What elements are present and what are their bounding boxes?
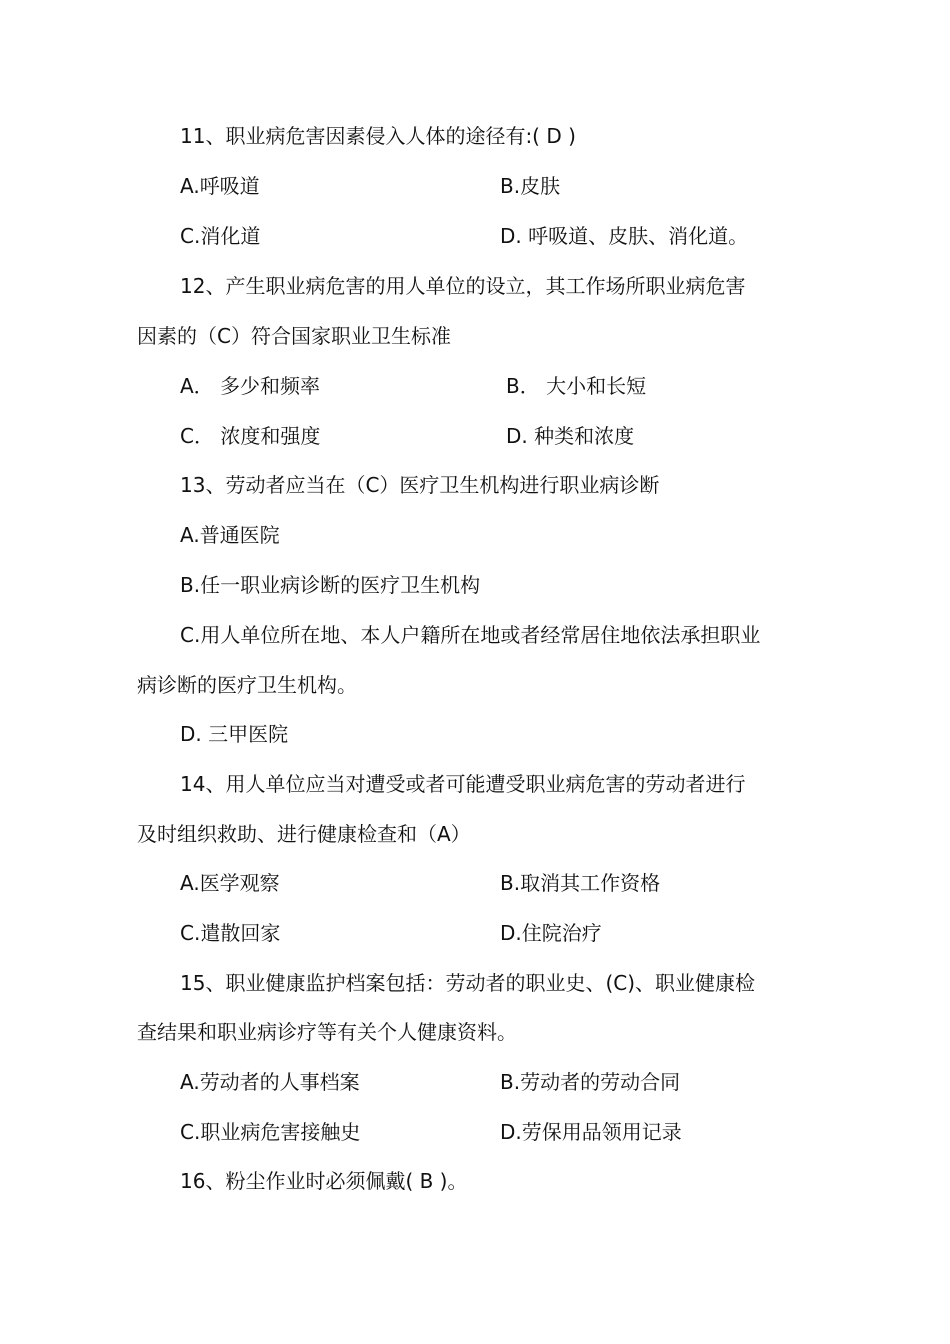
options-row (0, 1112, 950, 1152)
option-c: C.遣散回家 (180, 921, 281, 945)
option-row (0, 515, 950, 555)
option-d: D.劳保用品领用记录 (500, 1120, 682, 1144)
options-row (0, 1062, 950, 1102)
question-stem-line2: 因素的（C）符合国家职业卫生标准 (137, 324, 451, 348)
option-d: D.住院治疗 (500, 921, 602, 945)
option-a: A.普通医院 (180, 523, 280, 547)
question-stem: 11、职业病危害因素侵入人体的途径有:( D ) (180, 124, 576, 148)
option-b: B． 大小和长短 (506, 374, 647, 398)
question-12-cont (0, 316, 950, 356)
question-11 (0, 116, 950, 156)
question-stem-line2: 及时组织救助、进行健康检查和（A） (137, 822, 471, 846)
option-d: D. 种类和浓度 (506, 424, 635, 448)
options-row (0, 166, 950, 206)
question-12 (0, 266, 950, 306)
option-row (0, 714, 950, 754)
option-d: D. 三甲医院 (180, 722, 289, 746)
question-stem: 16、粉尘作业时必须佩戴( B )。 (180, 1169, 468, 1193)
option-c: C． 浓度和强度 (180, 424, 321, 448)
question-stem-line1: 14、用人单位应当对遭受或者可能遭受职业病危害的劳动者进行 (180, 772, 746, 796)
option-b: B.皮肤 (500, 174, 561, 198)
option-c: C.用人单位所在地、本人户籍所在地或者经常居住地依法承担职业 (180, 623, 761, 647)
option-c: C.职业病危害接触史 (180, 1120, 361, 1144)
option-b: B.任一职业病诊断的医疗卫生机构 (180, 573, 481, 597)
question-13 (0, 465, 950, 505)
option-a: A.医学观察 (180, 871, 280, 895)
option-b: B.取消其工作资格 (500, 871, 661, 895)
question-stem: 13、劳动者应当在（C）医疗卫生机构进行职业病诊断 (180, 473, 660, 497)
options-row (0, 863, 950, 903)
option-a: A.劳动者的人事档案 (180, 1070, 360, 1094)
option-b: B.劳动者的劳动合同 (500, 1070, 681, 1094)
question-15 (0, 963, 950, 1003)
option-a: A.呼吸道 (180, 174, 260, 198)
question-stem-line1: 15、职业健康监护档案包括：劳动者的职业史、(C)、职业健康检 (180, 971, 756, 995)
option-c: C.消化道 (180, 224, 261, 248)
options-row (0, 216, 950, 256)
question-16 (0, 1161, 950, 1201)
option-row (0, 565, 950, 605)
question-stem-line1: 12、产生职业病危害的用人单位的设立，其工作场所职业病危害 (180, 274, 746, 298)
question-14 (0, 764, 950, 804)
option-row (0, 615, 950, 655)
option-a: A． 多少和频率 (180, 374, 321, 398)
option-row-cont (0, 665, 950, 705)
question-14-cont (0, 814, 950, 854)
option-d: D. 呼吸道、皮肤、消化道。 (500, 224, 749, 248)
options-row (0, 913, 950, 953)
question-15-cont (0, 1012, 950, 1052)
question-stem-line2: 查结果和职业病诊疗等有关个人健康资料。 (137, 1020, 517, 1044)
options-row (0, 416, 950, 456)
options-row (0, 366, 950, 406)
option-c-cont: 病诊断的医疗卫生机构。 (137, 673, 357, 697)
